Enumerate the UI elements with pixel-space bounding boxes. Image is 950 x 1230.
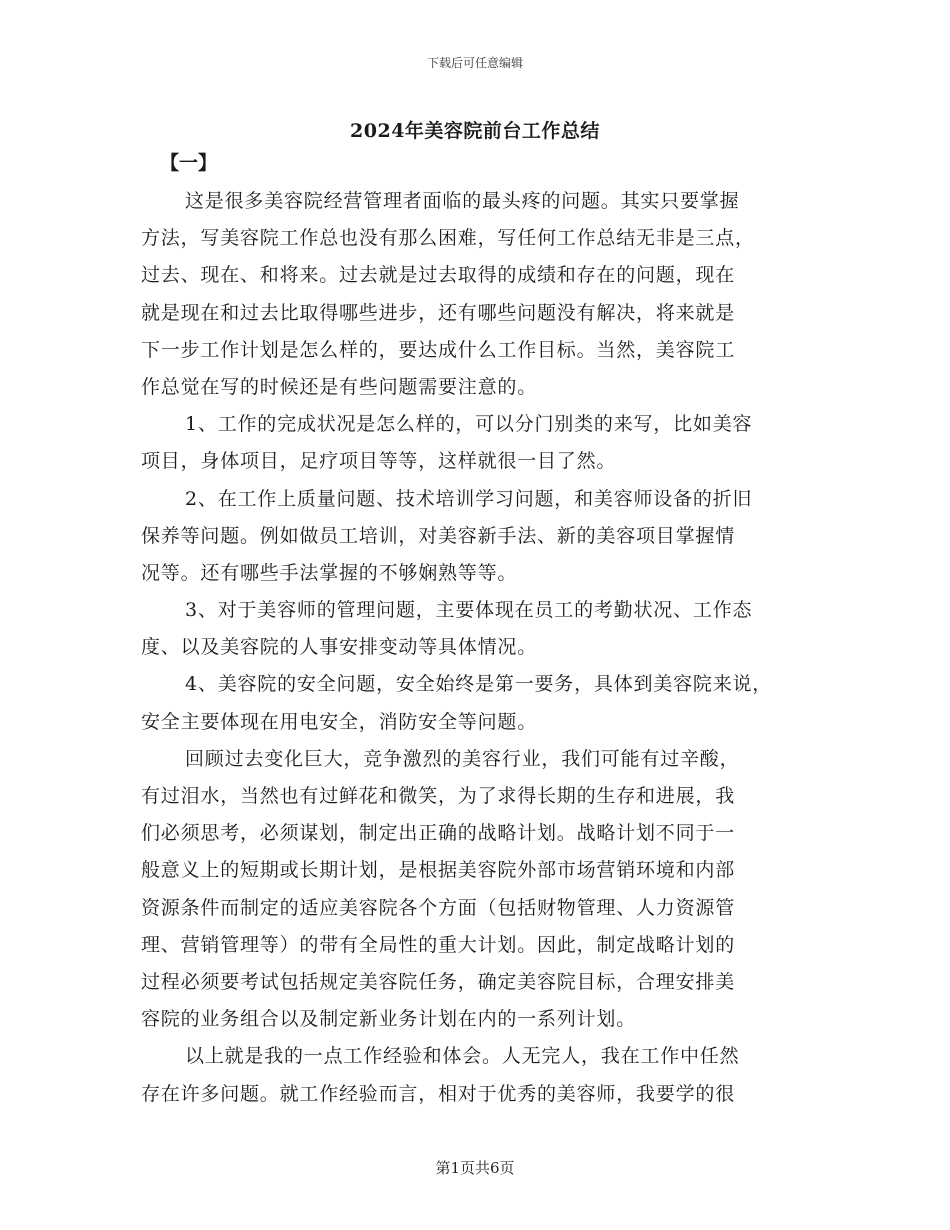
paragraph-line: 3、对于美容师的管理问题，主要体现在员工的考勤状况、工作态: [185, 599, 753, 622]
paragraph-line: 般意义上的短期或长期计划，是根据美容院外部市场营销环境和内部: [141, 859, 736, 882]
paragraph-line: 有过泪水，当然也有过鲜花和微笑，为了求得长期的生存和进展，我: [141, 785, 736, 807]
paragraph-line: 1、工作的完成状况是怎么样的，可以分门别类的来写，比如美容: [185, 413, 753, 436]
paragraph-line: 况等。还有哪些手法掌握的不够娴熟等等。: [141, 561, 518, 584]
paragraph-line: 就是现在和过去比取得哪些进步，还有哪些问题没有解决，将来就是: [141, 301, 736, 324]
paragraph-line: 资源条件而制定的适应美容院各个方面（包括财物管理、人力资源管: [141, 896, 736, 919]
paragraph-line: 回顾过去变化巨大，竞争激烈的美容行业，我们可能有过辛酸，: [185, 747, 740, 770]
paragraph-line: 过去、现在、和将来。过去就是过去取得的成绩和存在的问题，现在: [141, 264, 736, 287]
page-header-note: 下载后可任意编辑: [426, 56, 523, 70]
paragraph-line: 以上就是我的一点工作经验和体会。人无完人，我在工作中任然: [185, 1045, 740, 1068]
paragraph-line: 理、营销管理等）的带有全局性的重大计划。因此，制定战略计划的: [141, 933, 736, 956]
paragraph-line: 4、美容院的安全问题，安全始终是第一要务，具体到美容院来说，: [185, 673, 773, 696]
paragraph-line: 项目，身体项目，足疗项目等等，这样就很一目了然。: [141, 450, 617, 473]
paragraph-line: 度、以及美容院的人事安排变动等具体情况。: [141, 636, 538, 659]
paragraph-line: 安全主要体现在用电安全，消防安全等问题。: [141, 710, 538, 733]
paragraph-line: 保养等问题。例如做员工培训，对美容新手法、新的美容项目掌握情: [141, 524, 736, 547]
page-number: 第1页共6页: [435, 1159, 515, 1177]
section-marker: 【一】: [160, 152, 218, 174]
paragraph-line: 这是很多美容院经营管理者面临的最头疼的问题。其实只要掌握: [185, 190, 740, 212]
document-title: 2024年美容院前台工作总结: [350, 120, 600, 142]
document-body: [141, 183, 821, 1113]
paragraph-line: 2、在工作上质量问题、技术培训学习问题，和美容师设备的折旧: [185, 487, 753, 510]
paragraph-line: 们必须思考，必须谋划，制定出正确的战略计划。战略计划不同于一: [141, 822, 736, 845]
paragraph-line: 方法，写美容院工作总也没有那么困难，写任何工作总结无非是三点，: [141, 227, 755, 250]
paragraph-line: 下一步工作计划是怎么样的，要达成什么工作目标。当然，美容院工: [141, 338, 736, 361]
paragraph-line: 作总觉在写的时候还是有些问题需要注意的。: [141, 375, 538, 398]
paragraph-line: 存在许多问题。就工作经验而言，相对于优秀的美容师，我要学的很: [141, 1082, 736, 1105]
paragraph-line: 容院的业务组合以及制定新业务计划在内的一系列计划。: [141, 1008, 637, 1031]
paragraph-line: 过程必须要考试包括规定美容院任务，确定美容院目标，合理安排美: [141, 970, 736, 993]
